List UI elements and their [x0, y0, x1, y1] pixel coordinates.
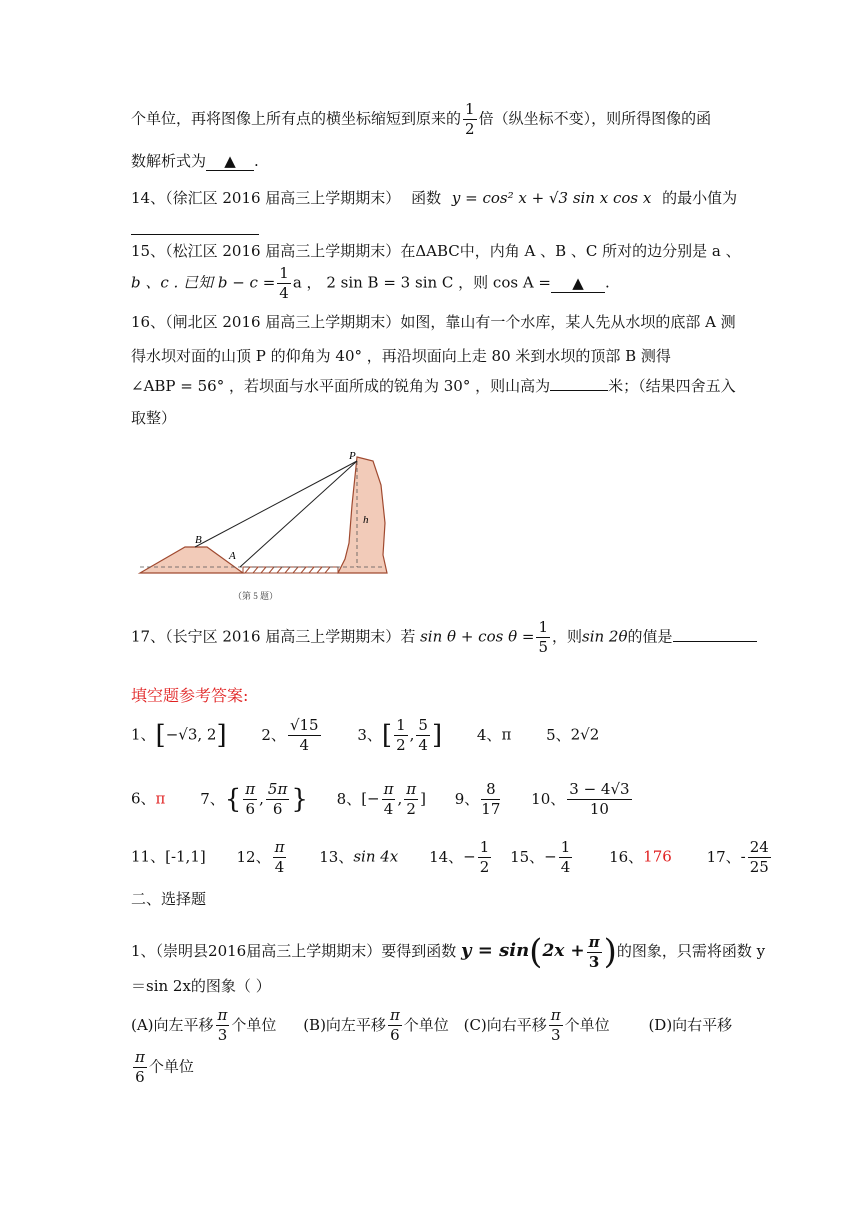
intro-text-a: 个单位，再将图像上所有点的横坐标缩短到原来的	[131, 109, 462, 128]
point-a-label: A	[229, 550, 236, 562]
answer-9: $\frac{8}{17}$	[481, 780, 501, 818]
fraction-pi-3: $\frac{\pi}{3}$	[588, 932, 600, 971]
question-source: （徐汇区 2016 届高三上学期期末）	[165, 189, 401, 207]
hatch-line	[325, 567, 330, 573]
point-p-label: P	[349, 450, 356, 462]
brace-close: }	[291, 784, 308, 815]
answers-row-1: 1、[−√3, 2] 2、 $\frac{√15}{4}$ 3、[ $\frac{1}{2}$ , $\frac{5}{4}$ ] 4、π 5、2√2	[131, 716, 600, 754]
answer-6: π	[155, 789, 166, 808]
option-c[interactable]: (C)向右平移 $\frac{\pi}{3}$ 个单位	[463, 1006, 610, 1044]
bracket-open: [	[155, 720, 166, 751]
question-16-line-4: 取整）	[131, 409, 177, 427]
answer-17: $\frac{24}{25}$	[749, 838, 769, 876]
option-d-continued: $\frac{\pi}{6}$ 个单位	[135, 1048, 194, 1086]
answers-row-2: 6、π 7、{ $\frac{\pi}{6}$ , $\frac{5\pi}{6}$ } 8、[− $\frac{\pi}{4}$ , $\frac{\pi}{2}$ ] 9、 $\frac{8}{17}$ 10、 $\frac{3 - 4√3}{10}$	[131, 780, 630, 818]
option-a-fraction: $\frac{\pi}{3}$	[217, 1006, 228, 1044]
hatch-line	[317, 567, 322, 573]
option-d[interactable]: (D)向右平移	[648, 1015, 733, 1034]
formula: sin 2θ	[582, 627, 628, 646]
answer-blank	[550, 376, 608, 391]
option-b[interactable]: (B)向左平移 $\frac{\pi}{6}$ 个单位	[303, 1006, 449, 1044]
question-17: 17、（长宁区 2016 届高三上学期期末）若 sin θ + cos θ = $\frac{1}{5}$ ，则sin 2θ的值是	[131, 620, 757, 655]
option-b-fraction: $\frac{\pi}{6}$	[389, 1006, 400, 1044]
question-source: （崇明县2016届高三上学期期末）	[155, 942, 382, 960]
brace-open: {	[224, 784, 242, 815]
answer-16: 176	[643, 847, 672, 866]
answer-15: $\frac{1}{4}$	[560, 838, 571, 876]
formula: y = cos² x + √3 sin x cos x	[451, 189, 652, 207]
bracket-close: ]	[216, 720, 227, 751]
paren-close: )	[603, 932, 617, 972]
question-16-line-2: 得水坝对面的山顶 P 的仰角为 40° ，再沿坝面向上走 80 米到水坝的顶部 B 测得	[131, 347, 671, 365]
question-14: 14、（徐汇区 2016 届高三上学期期末） 函数 y = cos² x + √3 sin x cos x 的最小值为	[131, 189, 738, 207]
answers-row-3: 11、[-1,1] 12、 $\frac{\pi}{4}$ 13、sin 4x 14、− $\frac{1}{2}$ 15、− $\frac{1}{4}$ 16、176 17、- $\frac{24}{25}$	[131, 838, 769, 876]
question-source: （松江区 2016 届高三上学期期末）	[165, 242, 401, 260]
reservoir-diagram	[135, 445, 395, 605]
answer-14: $\frac{1}{2}$	[479, 838, 490, 876]
option-d-fraction: $\frac{\pi}{6}$	[135, 1048, 145, 1086]
answer-blank: ▲	[551, 274, 605, 293]
question-15: 15、（松江区 2016 届高三上学期期末）在ΔABC中，内角 A 、B 、C 所对的边分别是 a 、	[131, 242, 741, 260]
answer-11: [-1,1]	[165, 847, 206, 866]
answer-7-a: $\frac{\pi}{6}$	[245, 780, 256, 818]
hatch-line	[301, 567, 306, 573]
answer-3-a: $\frac{1}{2}$	[396, 716, 406, 754]
answer-blank	[673, 627, 757, 642]
question-15-line-2: b 、c . 已知 b − c = $\frac{1}{4}$ a ， 2 sin B = 3 sin C ，则 cos A = ▲ .	[131, 264, 610, 302]
formula: y = sin	[461, 940, 530, 961]
answer-blank-14	[131, 218, 259, 235]
point-b-label: B	[195, 534, 202, 546]
intro-text-b: 倍（纵坐标不变），则所得图像的函	[478, 109, 712, 128]
hatch-line	[285, 567, 290, 573]
height-label: h	[363, 514, 369, 526]
hatch-line	[277, 567, 282, 573]
question-16: 16、（闸北区 2016 届高三上学期期末）如图，靠山有一个水库，某人先从水坝的底部 A 测	[131, 313, 736, 331]
bracket-open: [	[381, 720, 393, 751]
hatch-line	[253, 567, 258, 573]
answer-8-a: $\frac{\pi}{4}$	[383, 780, 394, 818]
option-a[interactable]: (A)向左平移 $\frac{\pi}{3}$ 个单位	[131, 1006, 277, 1044]
question-source: （闸北区 2016 届高三上学期期末）	[165, 313, 401, 331]
paren-open: (	[529, 932, 543, 972]
option-c-fraction: $\frac{\pi}{3}$	[550, 1006, 561, 1044]
question-label: 14、	[131, 189, 166, 207]
answer-13: sin 4x	[353, 847, 399, 866]
figure-caption: （第 5 题）	[233, 591, 279, 601]
hatch-line	[309, 567, 314, 573]
choice-options	[131, 1008, 732, 1043]
fraction-quarter: $\frac{1}{4}$	[279, 264, 289, 302]
answer-2: $\frac{√15}{4}$	[289, 716, 319, 754]
choice-question-1-line-2: ＝sin 2x的图象（ ）	[131, 977, 271, 995]
answer-3-b: $\frac{5}{4}$	[418, 716, 428, 754]
answer-10: $\frac{3 - 4√3}{10}$	[569, 780, 630, 818]
question-source: （长宁区 2016 届高三上学期期末）	[165, 627, 401, 646]
hatch-line	[293, 567, 298, 573]
formula: sin θ + cos θ =	[420, 627, 535, 646]
choice-question-1: 1、（崇明县2016届高三上学期期末）要得到函数 y = sin(2x + $\frac{\pi}{3}$ )的图象，只需将函数 y	[131, 932, 766, 972]
intro-line-2: 数解析式为 ▲ .	[131, 152, 259, 170]
answer-5: 2√2	[570, 725, 600, 744]
answer-blank: ▲	[206, 152, 254, 171]
fraction-half: $\frac{1}{2}$	[465, 100, 475, 138]
dam-shape	[140, 547, 243, 573]
answer-7-b: $\frac{5\pi}{6}$	[267, 780, 288, 818]
intro-line-1	[131, 102, 711, 137]
answer-8-b: $\frac{\pi}{2}$	[406, 780, 417, 818]
answers-heading: 填空题参考答案:	[131, 686, 249, 705]
answer-12: $\frac{\pi}{4}$	[274, 838, 285, 876]
bracket-close: ]	[431, 720, 443, 751]
answer-1: −√3, 2	[165, 725, 217, 744]
hatch-line	[245, 567, 250, 573]
section-2-heading: 二、选择题	[131, 890, 207, 908]
hatch-line	[269, 567, 274, 573]
answer-4: π	[501, 725, 512, 744]
question-16-line-3: ∠ABP = 56° ，若坝面与水平面所成的锐角为 30° ，则山高为 米；（结果四舍五入	[131, 377, 736, 395]
fraction-fifth: $\frac{1}{5}$	[538, 618, 548, 656]
hatch-line	[261, 567, 266, 573]
